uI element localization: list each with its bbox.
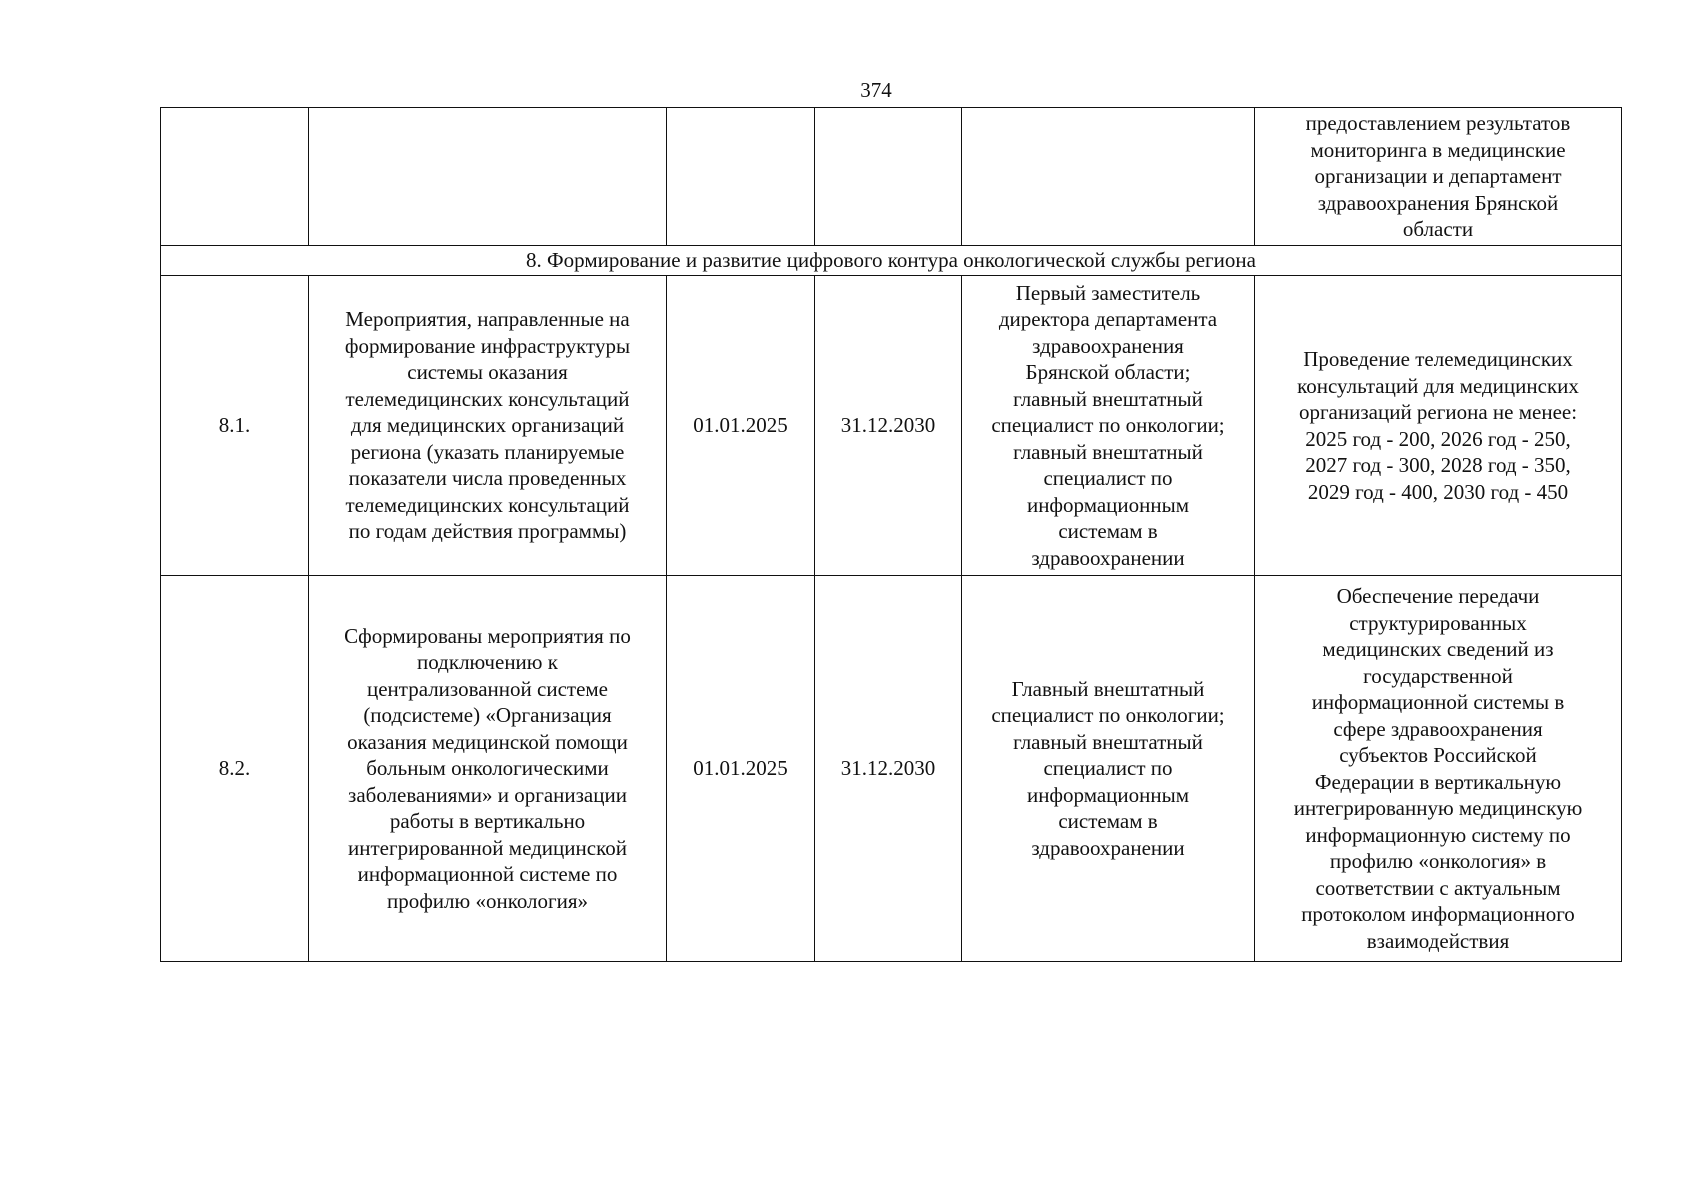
continuation-number-cell: [161, 108, 309, 246]
page-number: 374: [860, 78, 892, 102]
section-row: [161, 246, 1622, 276]
row-result: Проведение телемедицинских консультаций для медицинских организаций региона не менее: 2025 год - 200, 2026 год - 250, 2027 год - 300, 2028 год - 350, 2029 год - 400, 2030 год - 450: [1255, 276, 1622, 576]
continuation-end-cell: [815, 108, 962, 246]
row-start-date: 01.01.2025: [667, 276, 815, 576]
row-activity: Мероприятия, направленные на формирование инфраструктуры системы оказания телемедицинских консультаций для медицинских организаций региона (указать планируемые показатели числа проведенных телемедицинских консультаций по годам действия программы): [309, 276, 667, 576]
row-end-date: 31.12.2030: [815, 576, 962, 962]
continuation-activity-cell: [309, 108, 667, 246]
continuation-responsible-cell: [962, 108, 1255, 246]
row-responsible: Первый заместитель директора департамента здравоохранения Брянской области; главный внештатный специалист по онкологии; главный внештатный специалист по информационным системам в здравоохранении: [962, 276, 1255, 576]
row-result: Обеспечение передачи структурированных медицинских сведений из государственной информационной системы в сфере здравоохранения субъектов Российской Федерации в вертикальную интегрированную медицинскую информационную систему по профилю «онкология» в соответствии с актуальным протоколом информационного взаимодействия: [1255, 576, 1622, 962]
measures-table: [160, 107, 1622, 962]
continuation-result-cell: предоставлением результатов мониторинга в медицинские организации и департамент здравоохранения Брянской области: [1255, 108, 1622, 246]
row-start-date: 01.01.2025: [667, 576, 815, 962]
row-end-date: 31.12.2030: [815, 276, 962, 576]
row-number: 8.1.: [161, 276, 309, 576]
row-activity: Сформированы мероприятия по подключению к централизованной системе (подсистеме) «Организация оказания медицинской помощи больным онкологическими заболеваниями» и организации работы в вертикально интегрированной медицинской информационной системе по профилю «онкология»: [309, 576, 667, 962]
row-responsible: Главный внештатный специалист по онкологии; главный внештатный специалист по информационным системам в здравоохранении: [962, 576, 1255, 962]
row-number: 8.2.: [161, 576, 309, 962]
continuation-start-cell: [667, 108, 815, 246]
continuation-row: [161, 108, 1622, 246]
section-title: 8. Формирование и развитие цифрового контура онкологической службы региона: [161, 246, 1622, 276]
table-row: [161, 576, 1622, 962]
table-row: [161, 276, 1622, 576]
